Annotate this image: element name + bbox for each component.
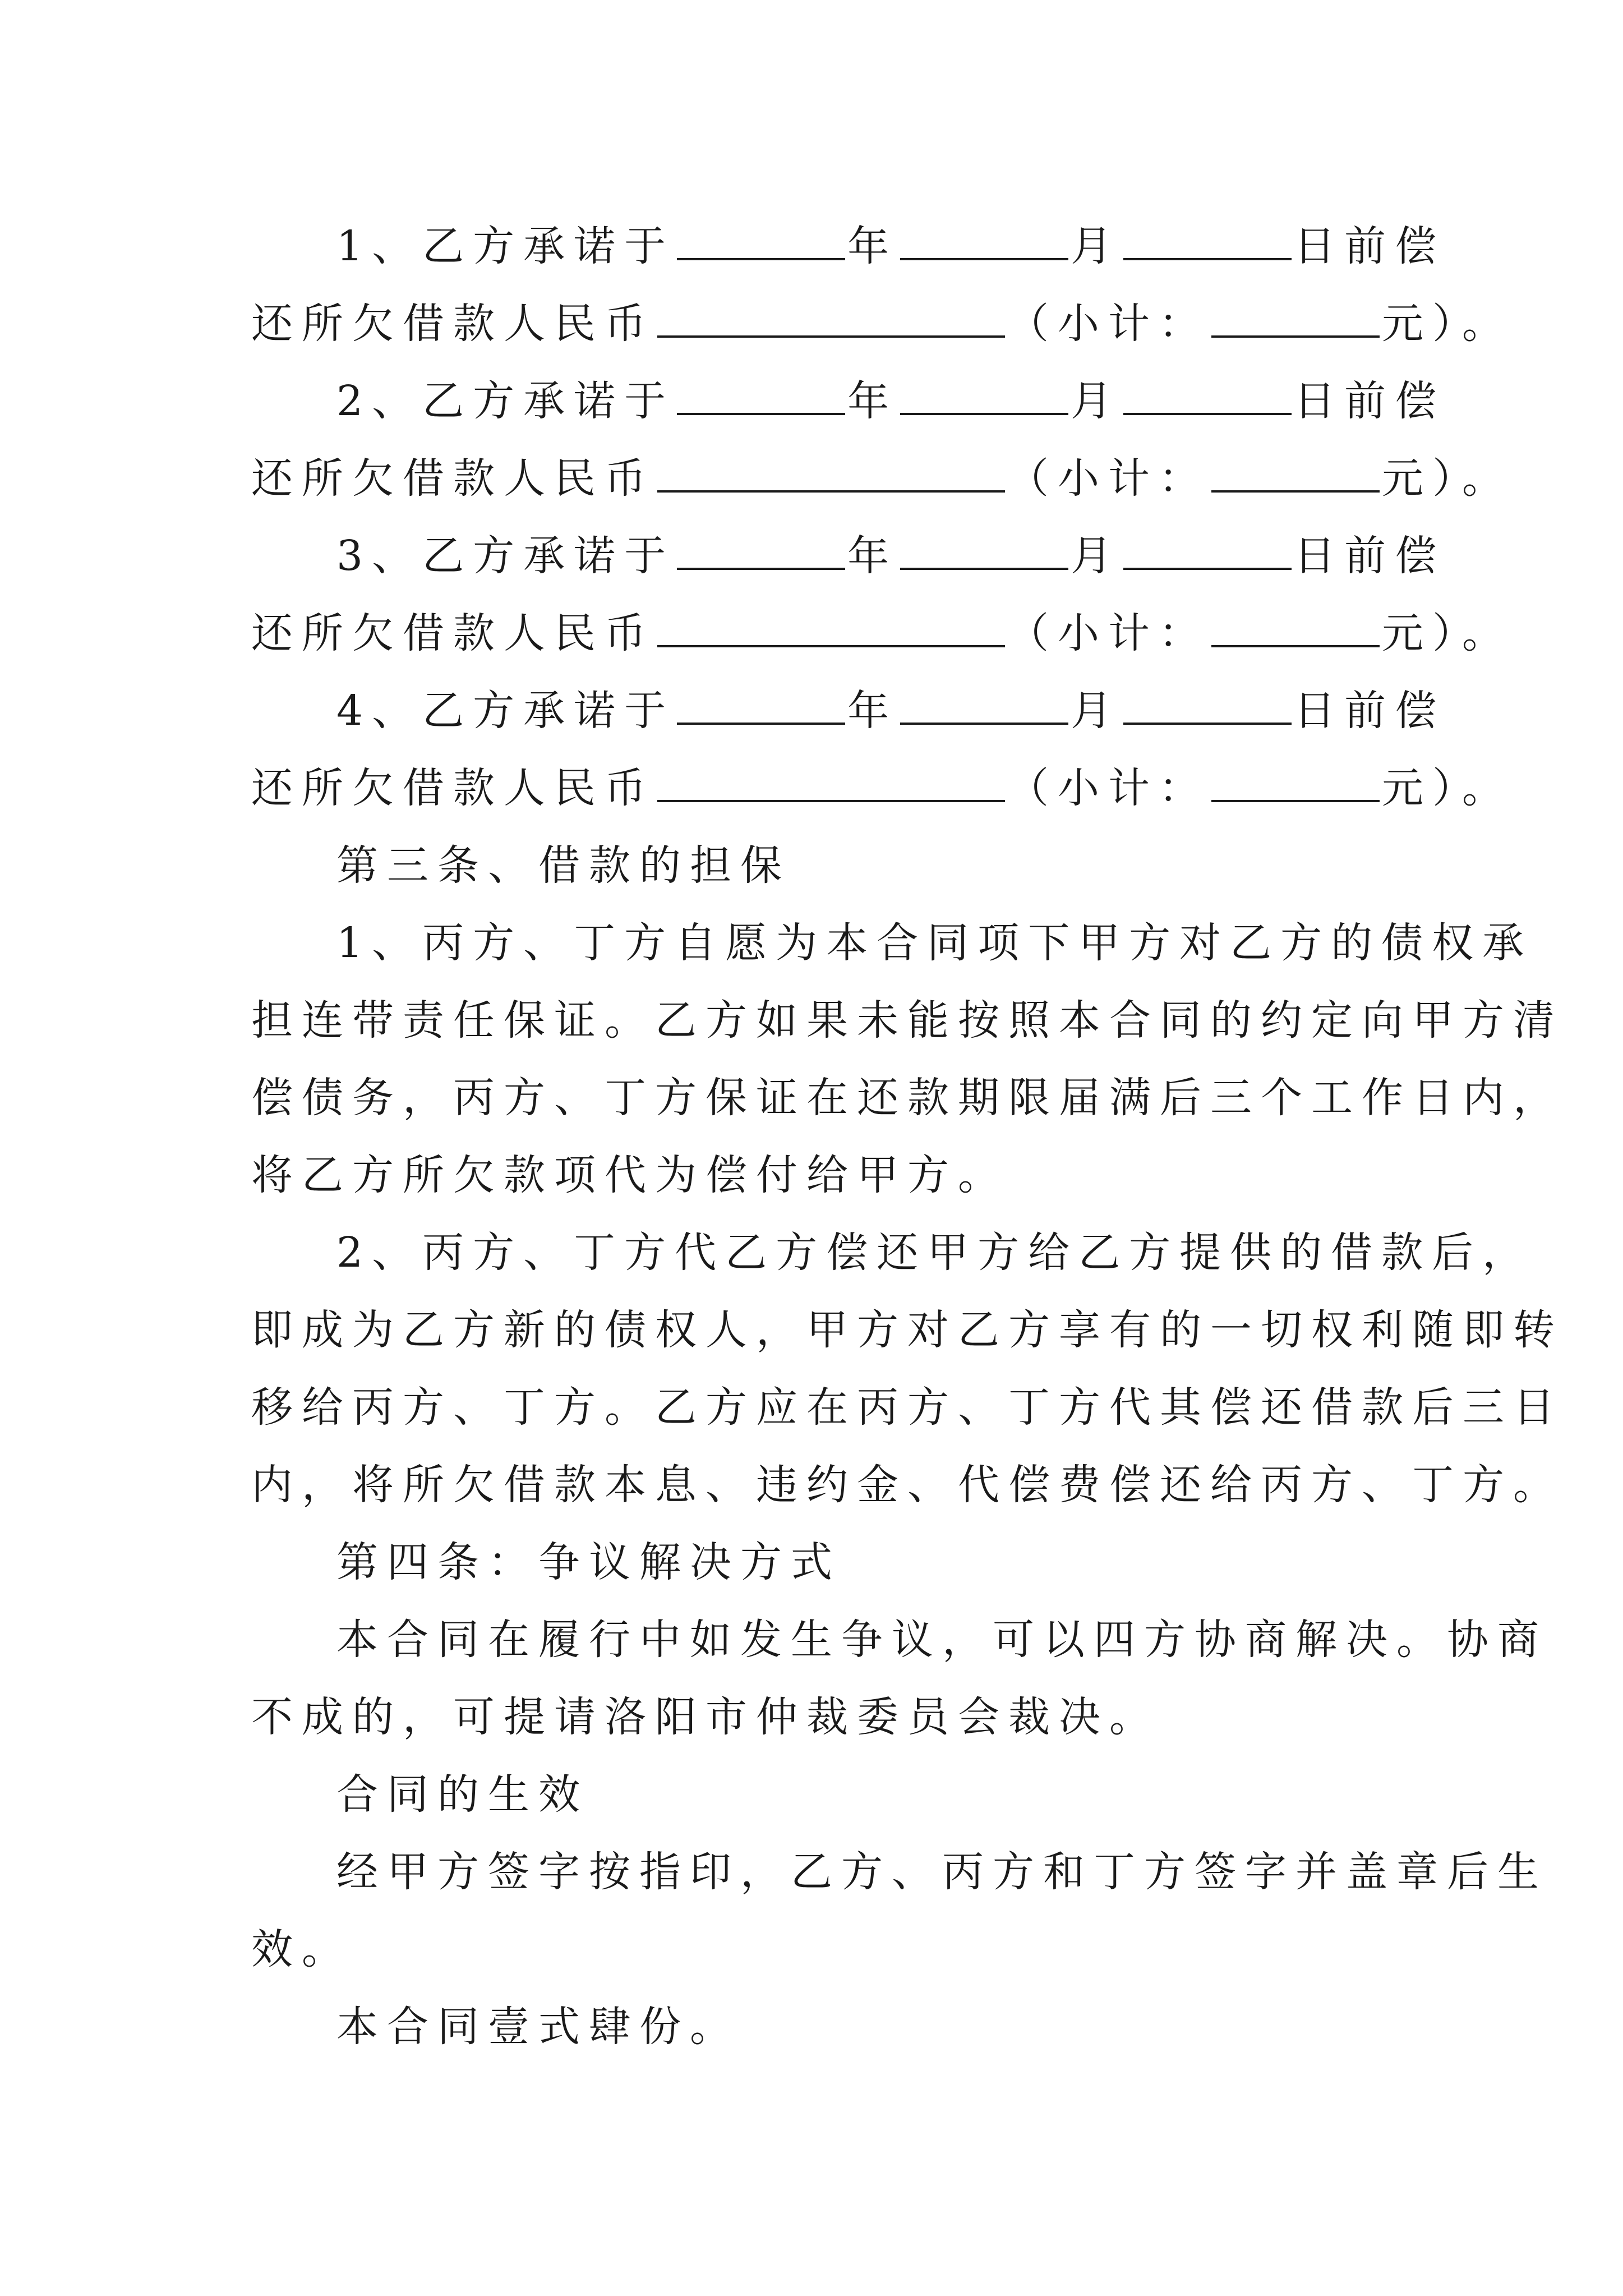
article-3-p1-line-1: 1、丙方、丁方自愿为本合同项下甲方对乙方的债权承 xyxy=(336,919,1533,967)
day-label: 日前偿 xyxy=(1294,687,1446,735)
month-blank xyxy=(900,213,1068,260)
article-3-heading: 第三条、借款的担保 xyxy=(336,841,791,890)
month-blank xyxy=(900,678,1068,725)
copies-statement: 本合同壹式肆份。 xyxy=(336,2003,740,2051)
month-label: 月 xyxy=(1071,532,1122,580)
item-number: 1 xyxy=(336,222,372,270)
amount-label: 还所欠借款人民币 xyxy=(251,609,655,657)
repayment-item-4-line-2 xyxy=(251,749,1513,827)
day-label: 日前偿 xyxy=(1294,222,1446,270)
subtotal-blank xyxy=(1211,755,1380,802)
article-4-line-1: 本合同在履行中如发生争议，可以四方协商解决。协商 xyxy=(336,1616,1548,1664)
subtotal-open: （小计： xyxy=(1007,300,1209,348)
repayment-item-4-line-1 xyxy=(251,672,1446,749)
article-3-p2-line-1: 2、丙方、丁方代乙方偿还甲方给乙方提供的借款后， xyxy=(336,1228,1533,1277)
year-blank xyxy=(677,213,845,260)
repayment-item-2-line-1 xyxy=(251,362,1446,440)
promise-text: 、乙方承诺于 xyxy=(372,532,675,580)
day-blank xyxy=(1123,213,1292,260)
subtotal-close: 元）。 xyxy=(1382,764,1513,812)
subtotal-blank xyxy=(1211,445,1380,493)
subtotal-blank xyxy=(1211,600,1380,647)
year-label: 年 xyxy=(847,377,898,425)
item-number: 4 xyxy=(336,687,372,735)
article-3-p2-line-4: 内，将所欠借款本息、违约金、代偿费偿还给丙方、丁方。 xyxy=(251,1461,1564,1509)
effect-heading: 合同的生效 xyxy=(336,1770,589,1819)
year-blank xyxy=(677,368,845,415)
day-label: 日前偿 xyxy=(1294,532,1446,580)
day-label: 日前偿 xyxy=(1294,377,1446,425)
repayment-item-1-line-2 xyxy=(251,285,1513,362)
repayment-item-3-line-1 xyxy=(251,517,1446,595)
amount-label: 还所欠借款人民币 xyxy=(251,454,655,503)
year-blank xyxy=(677,678,845,725)
repayment-item-1-line-1 xyxy=(251,208,1446,285)
month-blank xyxy=(900,368,1068,415)
repayment-item-3-line-2 xyxy=(251,595,1513,672)
effect-line-1: 经甲方签字按指印，乙方、丙方和丁方签字并盖章后生 xyxy=(336,1848,1548,1896)
subtotal-blank xyxy=(1211,291,1380,338)
amount-label: 还所欠借款人民币 xyxy=(251,300,655,348)
month-label: 月 xyxy=(1071,687,1122,735)
subtotal-close: 元）。 xyxy=(1382,454,1513,503)
month-label: 月 xyxy=(1071,222,1122,270)
amount-blank xyxy=(657,291,1005,338)
year-label: 年 xyxy=(847,687,898,735)
amount-label: 还所欠借款人民币 xyxy=(251,764,655,812)
article-3-p1-line-3: 偿债务，丙方、丁方保证在还款期限届满后三个工作日内， xyxy=(251,1074,1564,1122)
day-blank xyxy=(1123,368,1292,415)
effect-line-2: 效。 xyxy=(251,1925,352,1973)
day-blank xyxy=(1123,678,1292,725)
promise-text: 、乙方承诺于 xyxy=(372,687,675,735)
month-label: 月 xyxy=(1071,377,1122,425)
amount-blank xyxy=(657,445,1005,493)
article-3-p1-line-2: 担连带责任保证。乙方如果未能按照本合同的约定向甲方清 xyxy=(251,996,1564,1045)
article-4-heading: 第四条：争议解决方式 xyxy=(336,1538,841,1586)
document-body xyxy=(251,208,1564,2065)
article-3-p2-line-2: 即成为乙方新的债权人，甲方对乙方享有的一切权利随即转 xyxy=(251,1306,1564,1354)
promise-text: 、乙方承诺于 xyxy=(372,377,675,425)
amount-blank xyxy=(657,600,1005,647)
article-3-p2-line-3: 移给丙方、丁方。乙方应在丙方、丁方代其偿还借款后三日 xyxy=(251,1383,1564,1432)
year-label: 年 xyxy=(847,222,898,270)
subtotal-open: （小计： xyxy=(1007,764,1209,812)
article-4-line-2: 不成的，可提请洛阳市仲裁委员会裁决。 xyxy=(251,1693,1160,1741)
repayment-item-2-line-2 xyxy=(251,440,1513,517)
year-label: 年 xyxy=(847,532,898,580)
subtotal-open: （小计： xyxy=(1007,454,1209,503)
subtotal-open: （小计： xyxy=(1007,609,1209,657)
item-number: 3 xyxy=(336,532,372,580)
subtotal-close: 元）。 xyxy=(1382,609,1513,657)
day-blank xyxy=(1123,523,1292,570)
article-3-p1-line-4: 将乙方所欠款项代为偿付给甲方。 xyxy=(251,1151,1008,1199)
promise-text: 、乙方承诺于 xyxy=(372,222,675,270)
year-blank xyxy=(677,523,845,570)
month-blank xyxy=(900,523,1068,570)
item-number: 2 xyxy=(336,377,372,425)
subtotal-close: 元）。 xyxy=(1382,300,1513,348)
amount-blank xyxy=(657,755,1005,802)
